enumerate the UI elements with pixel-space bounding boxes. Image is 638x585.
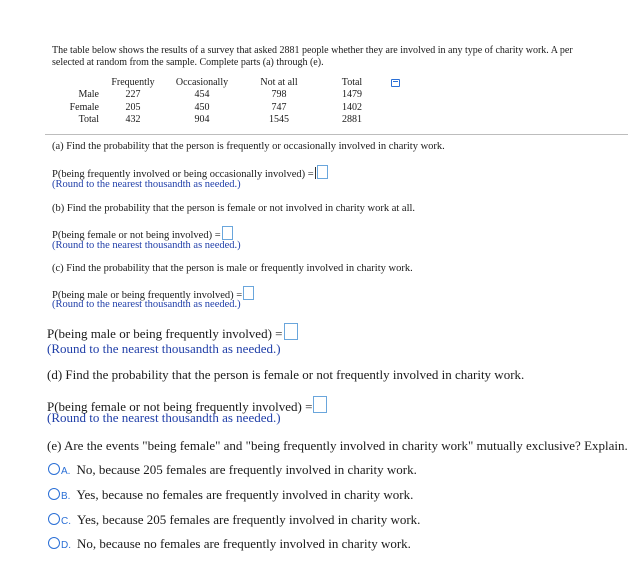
intro-text (52, 45, 573, 69)
option-a-letter: A. (61, 466, 71, 477)
part-d-answer-input[interactable] (313, 396, 327, 413)
text-cursor (315, 167, 316, 179)
part-c-prob: P(being male or being frequently involved) = (52, 290, 243, 301)
table-cell: 454 (194, 89, 210, 101)
part-b-answer-line (52, 226, 233, 241)
part-b-prob: P(being female or not being involved) = (52, 230, 221, 241)
part-c-large-answer-input[interactable] (284, 323, 298, 340)
divider (45, 134, 628, 135)
radio-button[interactable] (48, 488, 60, 500)
part-c-question: (c) Find the probability that the person is male or frequently involved in charity work. (52, 263, 413, 274)
radio-button[interactable] (48, 537, 60, 549)
radio-button[interactable] (48, 513, 60, 525)
table-cell: 747 (271, 101, 287, 113)
table-cell: 432 (125, 114, 141, 126)
table-row (57, 114, 389, 127)
table-cell: 798 (271, 89, 287, 101)
part-b-question: (b) Find the probability that the person is female or not involved in charity work at all. (52, 203, 416, 214)
part-c-large-answer-line (47, 323, 298, 342)
part-c-answer-input[interactable] (243, 286, 254, 300)
part-e-question: (e) Are the events "being female" and "being frequently involved in charity work" mutually exclusive? Explain. (47, 438, 628, 453)
intro-line-1: The table below shows the results of a survey that asked 2881 people whether they are involved in any type of charity work. A per (52, 45, 573, 56)
option-c[interactable] (48, 512, 420, 528)
part-a-hint: (Round to the nearest thousandth as needed.) (52, 179, 241, 190)
option-a-text: No, because 205 females are frequently involved in charity work. (76, 462, 417, 477)
part-d-hint: (Round to the nearest thousandth as needed.) (47, 410, 281, 425)
table-header-cell: Not at all (260, 76, 298, 88)
table-row-label: Female (69, 101, 99, 113)
option-b-text: Yes, because no females are frequently involved in charity work. (76, 487, 414, 502)
part-a-answer-line (52, 165, 328, 180)
table-cell: 205 (125, 101, 141, 113)
table-row (57, 89, 389, 102)
part-c-large-hint: (Round to the nearest thousandth as needed.) (47, 341, 281, 356)
part-a-question: (a) Find the probability that the person is frequently or occasionally involved in charity work. (52, 141, 445, 152)
table-row (57, 101, 389, 114)
option-c-letter: C. (61, 516, 71, 527)
part-a-answer-input[interactable] (317, 165, 328, 179)
table-header-cell (57, 76, 105, 89)
option-b[interactable] (48, 487, 413, 503)
option-d[interactable] (48, 536, 411, 552)
part-d-prob: P(being female or not being frequently involved) = (47, 399, 313, 414)
table-row-label: Total (78, 114, 99, 126)
table-header-row (57, 76, 389, 89)
table-cell: 450 (194, 101, 210, 113)
part-b-hint: (Round to the nearest thousandth as needed.) (52, 240, 241, 251)
radio-button[interactable] (48, 463, 60, 475)
table-cell: 227 (125, 89, 141, 101)
table-cell: 1545 (269, 114, 289, 126)
option-c-text: Yes, because 205 females are frequently involved in charity work. (77, 512, 421, 527)
table-row-label: Male (78, 89, 99, 101)
part-c-hint: (Round to the nearest thousandth as needed.) (52, 299, 241, 310)
table-cell: 2881 (342, 114, 362, 126)
table-header-cell: Occasionally (175, 76, 229, 88)
table-header-cell: Total (341, 76, 363, 88)
option-a[interactable] (48, 462, 417, 478)
part-b-answer-input[interactable] (222, 226, 233, 240)
option-d-letter: D. (61, 540, 71, 551)
option-d-text: No, because no females are frequently involved in charity work. (77, 536, 411, 551)
table-cell: 1479 (342, 89, 362, 101)
intro-line-2: selected at random from the sample. Complete parts (a) through (e). (52, 57, 324, 68)
table-cell: 904 (194, 114, 210, 126)
part-d-question: (d) Find the probability that the person is female or not frequently involved in charity work. (47, 367, 525, 382)
survey-table (57, 76, 389, 126)
table-cell: 1402 (342, 101, 362, 113)
option-b-letter: B. (61, 491, 71, 502)
part-c-large-prob: P(being male or being frequently involved) = (47, 326, 283, 341)
part-a-prob: P(being frequently involved or being occasionally involved) = (52, 169, 314, 180)
copy-icon[interactable] (391, 79, 400, 87)
table-header-cell: Frequently (111, 76, 155, 88)
